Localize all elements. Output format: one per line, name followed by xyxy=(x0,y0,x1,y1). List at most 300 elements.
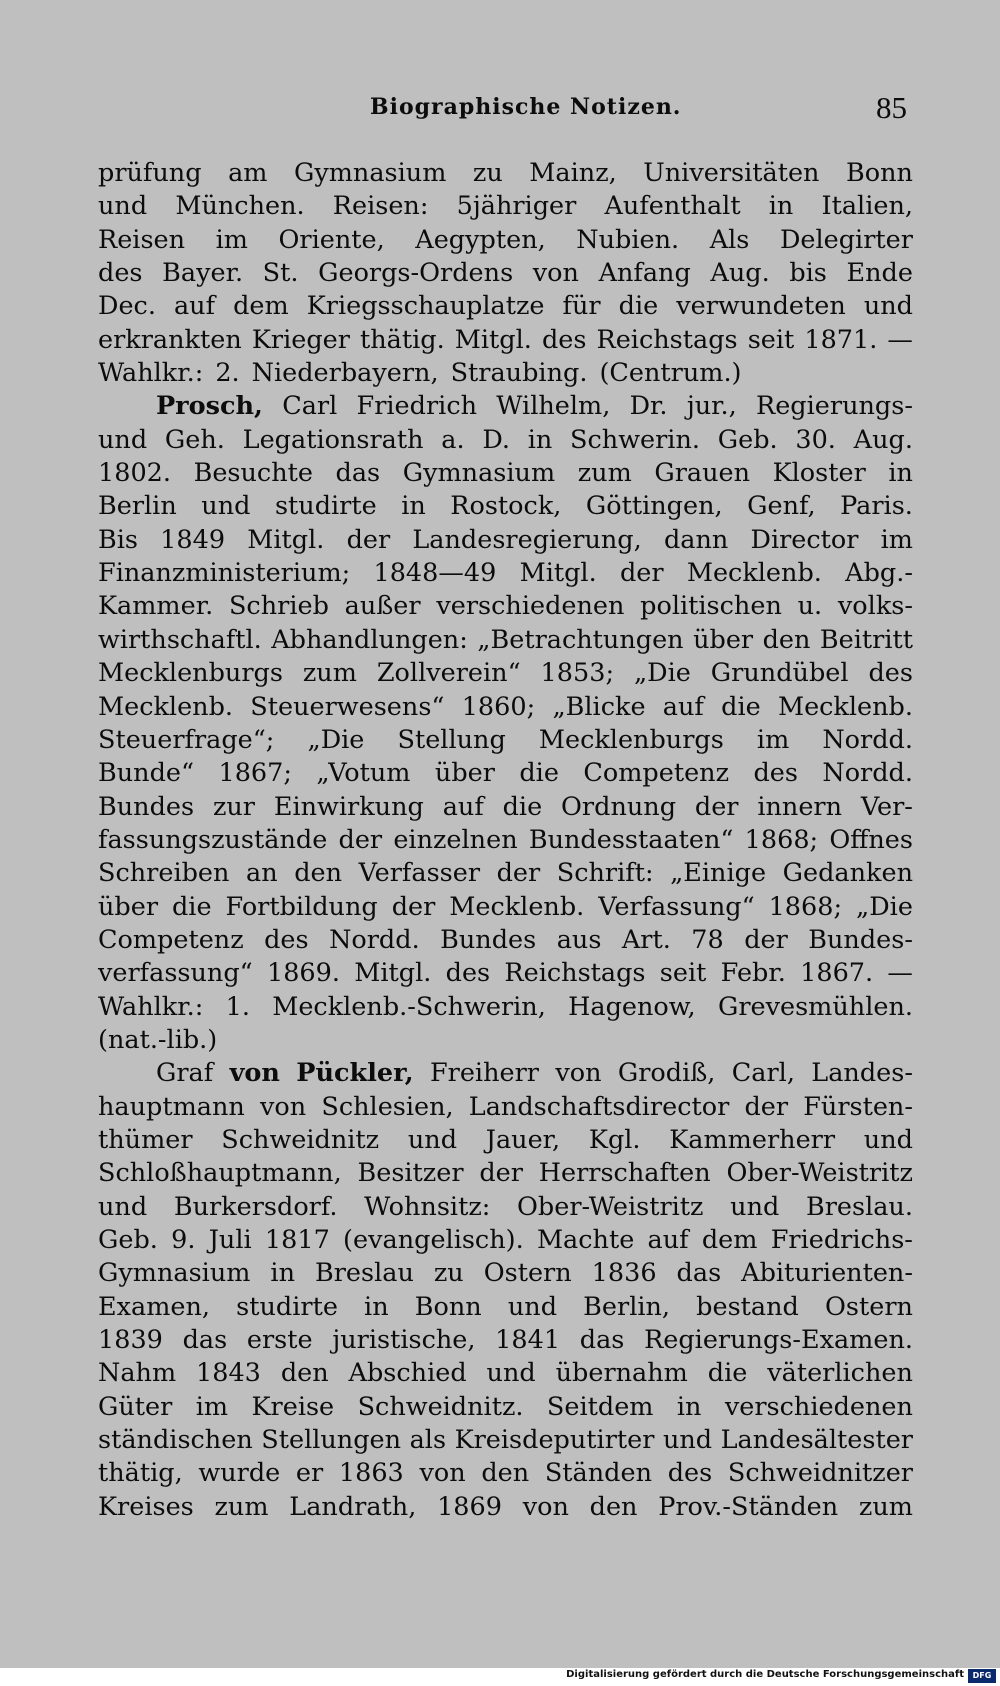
word: Prosch, xyxy=(156,391,263,422)
word: den xyxy=(762,624,811,655)
word: Steuerwesens“ xyxy=(250,691,445,722)
word: Mecklenburgs xyxy=(538,724,724,755)
word: 1867; xyxy=(218,758,292,789)
word: (Centrum.) xyxy=(599,358,742,389)
word: die xyxy=(618,291,659,322)
word: Mecklenb.-Schwerin, xyxy=(272,991,546,1022)
word: Berlin, xyxy=(583,1291,671,1322)
word: Abg.- xyxy=(845,558,913,589)
word: Machte xyxy=(536,1225,635,1255)
word: und xyxy=(98,424,148,455)
word: Kriegsschauplatze xyxy=(306,291,545,322)
word: Regierungs- xyxy=(756,391,913,422)
word: der xyxy=(346,524,391,555)
word: 1802. xyxy=(98,458,172,489)
word: Ordnung xyxy=(561,791,677,822)
word: Freiherr xyxy=(429,1058,539,1089)
word: Bonn xyxy=(414,1291,482,1322)
word: — xyxy=(887,958,913,989)
word: 1. xyxy=(225,991,250,1022)
word: Nordd. xyxy=(822,724,913,755)
word: prüfung xyxy=(98,158,202,188)
word: 2. xyxy=(215,358,240,389)
word: Grauen xyxy=(654,458,751,489)
word: a. xyxy=(441,424,465,455)
word: wurde xyxy=(198,1458,281,1489)
word: Wohnsitz: xyxy=(364,1191,491,1222)
word: Kammer. xyxy=(98,591,214,622)
word: des xyxy=(667,1458,713,1489)
word: „Die xyxy=(633,658,691,689)
word: juristische, xyxy=(332,1325,476,1356)
word: in xyxy=(270,1258,296,1289)
word: Ostern xyxy=(825,1291,913,1322)
text-line xyxy=(98,924,913,957)
text-line xyxy=(98,157,913,190)
word: Genf, xyxy=(747,491,816,522)
word: Reichstags xyxy=(504,958,646,989)
word: das xyxy=(335,458,381,489)
word: für xyxy=(562,291,601,322)
word: Competenz xyxy=(98,924,244,955)
word: Wahlkr.: xyxy=(98,991,204,1022)
word: 1871. xyxy=(804,324,878,355)
word: Stellungen xyxy=(261,1425,402,1456)
word: die xyxy=(721,691,761,722)
word: die xyxy=(171,891,212,922)
text-line xyxy=(98,524,913,557)
text-line xyxy=(98,1091,913,1124)
word: am xyxy=(228,158,268,188)
word: Einwirkung xyxy=(273,791,424,822)
word: Carl xyxy=(282,391,338,422)
text-line xyxy=(98,257,913,290)
word: Georgs-Ordens xyxy=(318,258,514,289)
text-line xyxy=(98,991,913,1024)
word: Aufenthalt xyxy=(604,191,741,222)
word: Seitdem xyxy=(546,1391,654,1422)
word: Reisen: xyxy=(332,191,429,222)
word: Wilhelm, xyxy=(496,391,611,422)
text-line xyxy=(98,624,913,657)
word: Mecklenb. xyxy=(777,691,913,722)
word: Zollverein“ xyxy=(376,658,521,689)
word: „Votum xyxy=(316,758,411,789)
text-line xyxy=(98,1124,913,1157)
word: Legationsrath xyxy=(242,424,424,455)
word: Stellung xyxy=(397,724,506,755)
word: 1853; xyxy=(540,658,615,689)
word: Niederbayern, xyxy=(251,358,439,389)
word: Anfang xyxy=(598,258,691,289)
word: Juli xyxy=(208,1225,252,1255)
word: in xyxy=(401,491,426,522)
word: den xyxy=(589,1491,638,1522)
word: Aug. xyxy=(853,424,913,455)
text-line xyxy=(98,590,913,623)
word: bestand xyxy=(696,1291,799,1322)
word: im xyxy=(215,224,248,255)
word: Abschied xyxy=(348,1358,467,1389)
word: 1869 xyxy=(437,1491,502,1522)
word: Kreisdeputirter xyxy=(454,1425,655,1456)
text-line xyxy=(98,1291,913,1324)
word: politischen xyxy=(640,591,782,622)
word: und xyxy=(863,291,913,322)
text-line xyxy=(98,224,913,257)
word: einzelnen xyxy=(393,824,518,855)
word: Besitzer xyxy=(357,1158,464,1189)
word: Dr. xyxy=(629,391,668,422)
word: zu xyxy=(433,1258,464,1289)
word: Schrift: xyxy=(556,858,654,889)
word: Breslau. xyxy=(805,1191,913,1222)
word: thätig, xyxy=(98,1458,183,1489)
word: 5jähriger xyxy=(456,191,577,222)
word: Mecklenb. xyxy=(98,691,234,722)
word: er xyxy=(295,1458,324,1489)
word: 1867. xyxy=(800,958,874,989)
word: Beitritt xyxy=(819,624,913,655)
text-line xyxy=(98,490,913,523)
word: Nordd. xyxy=(822,758,913,789)
word: Göttingen, xyxy=(585,491,723,522)
word: Dec. xyxy=(98,291,156,322)
word: der xyxy=(391,891,436,922)
word: Mecklenb. xyxy=(686,558,822,589)
word: Oriente, xyxy=(278,224,385,255)
word: Jauer, xyxy=(485,1124,561,1155)
text-line xyxy=(98,791,913,824)
text-line xyxy=(98,757,913,790)
word: dem xyxy=(701,1225,758,1255)
word: Schloßhauptmann, xyxy=(98,1158,342,1189)
word: Grundübel xyxy=(710,658,849,689)
text-line xyxy=(98,1457,913,1490)
text-line xyxy=(98,724,913,757)
word: 1849 xyxy=(160,524,226,555)
word: Mitgl. xyxy=(519,558,597,589)
word: Delegirter xyxy=(779,224,913,255)
word: in xyxy=(527,424,553,455)
word: studirte xyxy=(274,491,377,522)
word: „Blicke xyxy=(552,691,646,722)
word: Schlesien, xyxy=(321,1091,454,1122)
word: bis xyxy=(789,258,827,289)
text-line xyxy=(98,891,913,924)
word: Bundes- xyxy=(808,924,913,955)
word: Mitgl. xyxy=(454,324,532,355)
word: zum xyxy=(214,1491,269,1522)
word: des xyxy=(868,658,913,689)
word: Bundes xyxy=(440,924,537,955)
word: Besuchte xyxy=(193,458,313,489)
text-line xyxy=(98,557,913,590)
word: im xyxy=(880,524,913,555)
word: von xyxy=(532,258,579,289)
word: 1843 xyxy=(196,1358,261,1389)
dfg-logo-icon: DFG xyxy=(968,1669,996,1683)
word: (nat.-lib.) xyxy=(98,1024,218,1055)
word: übernahm xyxy=(555,1358,688,1389)
word: Aegypten, xyxy=(415,224,546,255)
word: zu xyxy=(472,158,503,188)
word: von xyxy=(229,1058,280,1089)
page-header xyxy=(0,90,1000,134)
word: Gymnasium xyxy=(98,1258,251,1289)
word: Regierungs-Examen. xyxy=(644,1325,913,1356)
word: 30. xyxy=(795,424,836,455)
word: Schweidnitzer xyxy=(727,1458,913,1489)
word: Schwerin. xyxy=(570,424,700,455)
word: Straubing. xyxy=(450,358,588,389)
word: Landschaftsdirector xyxy=(468,1091,730,1122)
word: 1860; xyxy=(461,691,536,722)
word: Reisen xyxy=(98,224,186,255)
word: Grodiß, xyxy=(617,1058,716,1089)
word: St. xyxy=(262,258,299,289)
word: jur., xyxy=(686,391,737,422)
word: Burkersdorf. xyxy=(173,1191,338,1222)
word: Reichstags xyxy=(596,324,738,355)
word: „Die xyxy=(856,891,913,922)
word: (evangelisch). xyxy=(343,1225,524,1255)
word: Examen, xyxy=(98,1291,210,1322)
word: Abhandlungen: xyxy=(271,624,468,655)
word: 1841 xyxy=(495,1325,561,1356)
word: innern xyxy=(757,791,843,822)
word: Als xyxy=(709,224,750,255)
word: seit xyxy=(747,324,795,355)
word: Bunde“ xyxy=(98,758,195,789)
word: Bundesstaaten“ xyxy=(528,824,734,855)
text-line xyxy=(98,390,913,423)
word: des xyxy=(541,324,587,355)
word: Kreises xyxy=(98,1491,194,1522)
word: Bundes xyxy=(98,791,195,822)
word: Kgl. xyxy=(588,1124,641,1155)
word: das xyxy=(676,1258,722,1289)
text-line xyxy=(98,324,913,357)
word: Mecklenb. xyxy=(449,891,585,922)
word: Mitgl. xyxy=(354,958,432,989)
word: Verfasser xyxy=(358,858,481,889)
word: Aug. xyxy=(710,258,770,289)
text-line xyxy=(98,1491,913,1524)
word: an xyxy=(246,858,278,889)
word: Verfassung“ xyxy=(598,891,755,922)
word: Ständen xyxy=(544,1458,653,1489)
word: Finanzministerium; xyxy=(98,558,351,589)
word: von xyxy=(419,1458,466,1489)
word: Ober-Weistritz xyxy=(726,1158,913,1189)
page-number: 85 xyxy=(876,90,907,125)
word: 1836 xyxy=(591,1258,657,1289)
word: „Betrachtungen xyxy=(477,624,684,655)
text-line xyxy=(98,691,913,724)
word: und xyxy=(662,1425,713,1456)
word: 78 xyxy=(691,924,724,955)
word: 1817 xyxy=(264,1225,330,1255)
word: über xyxy=(98,891,159,922)
word: Landrath, xyxy=(289,1491,417,1522)
word: 1839 xyxy=(98,1325,163,1356)
word: auf xyxy=(442,791,484,822)
word: 1848—49 xyxy=(373,558,497,589)
text-line xyxy=(98,1157,913,1190)
word: den xyxy=(280,1358,329,1389)
word: in xyxy=(676,1391,702,1422)
word: Bayer. xyxy=(162,258,244,289)
word: zum xyxy=(858,1491,913,1522)
word: Abiturienten- xyxy=(741,1258,913,1289)
word: Nordd. xyxy=(329,924,420,955)
word: zur xyxy=(212,791,255,822)
word: und xyxy=(486,1358,536,1389)
word: Ende xyxy=(846,258,913,289)
word: Steuerfrage“; xyxy=(98,724,275,755)
word: Graf xyxy=(156,1058,214,1089)
text-line xyxy=(98,457,913,490)
word: die xyxy=(707,1358,748,1389)
word: den xyxy=(481,1458,530,1489)
text-line xyxy=(98,1324,913,1357)
word: Febr. xyxy=(720,958,786,989)
word: Geb. xyxy=(98,1225,158,1255)
word: Wahlkr.: xyxy=(98,358,204,389)
word: 1863 xyxy=(338,1458,404,1489)
text-line xyxy=(98,357,913,390)
text-line xyxy=(98,424,913,457)
word: Geb. xyxy=(717,424,778,455)
word: 9. xyxy=(171,1225,196,1255)
word: und xyxy=(407,1124,458,1155)
word: außer xyxy=(344,591,421,622)
word: zum xyxy=(577,458,632,489)
word: die xyxy=(502,791,543,822)
word: aus xyxy=(556,924,602,955)
word: Offnes xyxy=(829,824,913,855)
word: Paris. xyxy=(840,491,913,522)
word: Breslau xyxy=(315,1258,414,1289)
word: Landes- xyxy=(811,1058,913,1089)
word: väterlichen xyxy=(767,1358,913,1389)
word: Kloster xyxy=(772,458,866,489)
word: über xyxy=(434,758,495,789)
word: des xyxy=(753,758,798,789)
word: Fortbildung xyxy=(225,891,378,922)
word: fassungszustände xyxy=(98,824,328,855)
word: der xyxy=(496,858,541,889)
word: verschiedenen xyxy=(436,591,625,622)
word: Schweidnitz. xyxy=(357,1391,524,1422)
word: das xyxy=(579,1325,625,1356)
word: Nubien. xyxy=(576,224,680,255)
word: der xyxy=(479,1158,523,1189)
text-line xyxy=(98,1191,913,1224)
word: Art. xyxy=(621,924,671,955)
word: Ober-Weistritz xyxy=(517,1191,704,1222)
word: der xyxy=(338,824,383,855)
word: erste xyxy=(246,1325,313,1356)
word: Schreiben xyxy=(98,858,230,889)
body-text xyxy=(98,157,913,1524)
word: Prov.-Ständen xyxy=(658,1491,839,1522)
word: Schrieb xyxy=(228,591,329,622)
text-line xyxy=(98,1357,913,1390)
word: die xyxy=(519,758,559,789)
text-line xyxy=(98,1257,913,1290)
running-title: Biographische Notizen. xyxy=(370,94,682,120)
word: verfassung“ xyxy=(98,958,253,989)
word: auf xyxy=(662,691,704,722)
word: thätig. xyxy=(359,324,445,355)
word: Mainz, xyxy=(529,158,617,188)
word: Italien, xyxy=(821,191,913,222)
word: Gymnasium xyxy=(293,158,447,188)
word: von xyxy=(555,1058,602,1089)
text-line xyxy=(98,1391,913,1424)
word: von xyxy=(522,1491,569,1522)
word: Kammerherr xyxy=(669,1124,836,1155)
word: 1869. xyxy=(266,958,340,989)
word: das xyxy=(182,1325,228,1356)
word: 1868; xyxy=(768,891,843,922)
word: auf xyxy=(173,291,216,322)
text-line xyxy=(98,1024,913,1057)
word: auf xyxy=(647,1225,689,1255)
text-line xyxy=(98,190,913,223)
word: Berlin xyxy=(98,491,177,522)
word: „Einige xyxy=(670,858,767,889)
word: der xyxy=(744,1091,789,1122)
word: wirthschaftl. xyxy=(98,624,262,655)
text-line xyxy=(98,824,913,857)
word: Universitäten xyxy=(643,158,820,188)
word: im xyxy=(195,1391,229,1422)
word: in xyxy=(768,191,794,222)
word: Krieger xyxy=(251,324,350,355)
word: in xyxy=(364,1291,389,1322)
funding-note: Digitalisierung gefördert durch die Deutsche Forschungsgemeinschaft xyxy=(566,1669,964,1680)
word: Landesregierung, xyxy=(412,524,642,555)
word: studirte xyxy=(236,1291,338,1322)
word: Carl, xyxy=(731,1058,795,1089)
word: 1868; xyxy=(744,824,819,855)
text-line xyxy=(98,1424,913,1457)
digitization-footer xyxy=(0,1668,1000,1686)
word: D. xyxy=(482,424,510,455)
word: ständischen xyxy=(98,1425,253,1456)
word: Gedanken xyxy=(782,858,913,889)
word: Geh. xyxy=(164,424,225,455)
word: dem xyxy=(233,291,289,322)
word: über xyxy=(693,624,754,655)
word: der xyxy=(619,558,664,589)
text-line xyxy=(98,1057,913,1090)
word: des xyxy=(445,958,491,989)
word: Bonn xyxy=(845,158,913,188)
word: volks- xyxy=(837,591,913,622)
text-line xyxy=(98,857,913,890)
word: Ver- xyxy=(860,791,913,822)
word: und xyxy=(98,1191,148,1222)
word: hauptmann xyxy=(98,1091,245,1122)
word: seit xyxy=(659,958,707,989)
word: Friedrich xyxy=(356,391,478,422)
word: als xyxy=(409,1425,447,1456)
word: Pückler, xyxy=(296,1058,414,1089)
